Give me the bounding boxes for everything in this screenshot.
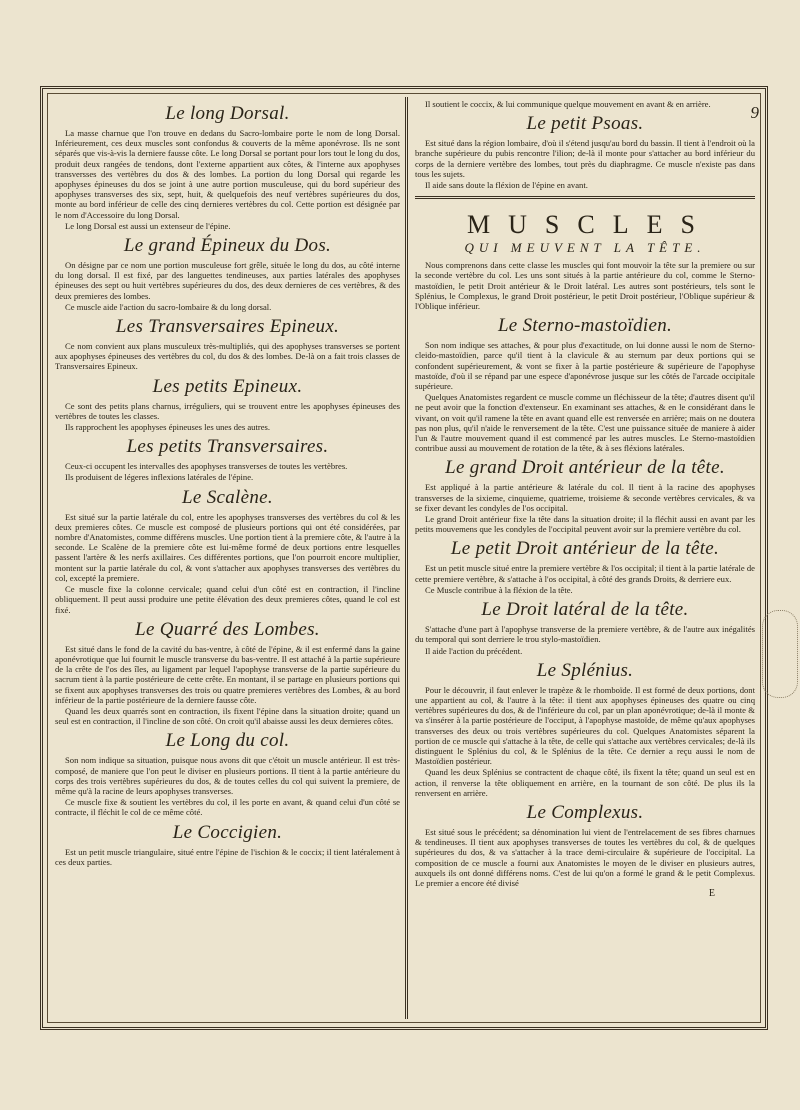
section-title-quarre-lombes: Le Quarré des Lombes.: [135, 618, 320, 640]
section-title-sterno-mastoidien: Le Sterno-mastoïdien.: [497, 315, 673, 337]
paragraph: Ce sont des petits plans charnus, irréguliers, qui se trouvent entre les apophyses épineuses des vertèbres de toutes les classes.: [55, 400, 400, 421]
section-title-complexus: Le Complexus.: [526, 801, 644, 823]
paragraph: Ce nom convient aux plans musculeux très-multipliés, qui des apophyses transverses se portent aux apophyses épineuses des vertèbres du col, du dos & des lombes. De-là on a fait trois classes de Transversaires Epineux.: [55, 341, 400, 372]
section-title-grand-droit-anterieur: Le grand Droit antérieur de la tête.: [445, 457, 725, 479]
section-title-long-dorsal: Le long Dorsal.: [165, 103, 290, 124]
paragraph: S'attache d'une part à l'apophyse transverse de la premiere vertèbre, & de l'autre aux inégalités du temporal qui sont derriere le trou stylo-mastoïdien.: [415, 624, 755, 645]
paragraph: Ce muscle fixe & soutient les vertèbres du col, il les porte en avant, & quand celui d'un côté se contracte, il fléchit le col de ce même côté.: [55, 797, 400, 818]
paragraph: Le long Dorsal est aussi un extenseur de l'épine.: [65, 220, 231, 231]
paragraph: On désigne par ce nom une portion musculeuse fort grêle, située le long du dos, au côté interne du long dorsal. Il est fixé, par des languettes tendineuses, aux parties latérales des apophyses épineuses des sept ou huit vertèbres supérieures du dos, des deux dernieres de ces vertèbres, & des deux premieres des lombes.: [55, 260, 400, 301]
paragraph: Il soutient le coccix, & lui communique quelque mouvement en avant & en arrière.: [425, 99, 711, 109]
library-stamp: [762, 610, 798, 698]
paragraph: Est situé dans le fond de la cavité du bas-ventre, à côté de l'épine, & il est enfermé dans la gaine aponévrotique que lui fournit le muscle transverse du bas-ventre. Il est attaché à la partie supérieure de la crête de l'os des îles, au ligament par lequel l'apophyse transverse de la partie supérieure du sacrum tient à la partie postérieure de cette crête. En montant, il se partage en plusieurs portions qui se fixent aux apophyses transverses des trois ou quatre premieres vertèbres des Lombes, & au bord inférieur de la partie postérieure de la derniere fausse côte.: [55, 643, 400, 705]
paragraph: Ce Muscle contribue à la fléxion de la tête.: [425, 584, 573, 595]
section-title-droit-lateral: Le Droit latéral de la tête.: [481, 599, 689, 621]
paragraph: Est situé dans la région lombaire, d'où il s'étend jusqu'au bord du bassin. Il tient à l'endroit où la branche supérieure du pubis rencontre l'ilion; de-là il monte pour s'attacher au bord inférieur du corps de la derniere vertèbre des lombes, tout près du diaphragme. Ce muscle n'existe pas dans tous les sujets.: [415, 138, 755, 179]
paragraph: Est un petit muscle situé entre la premiere vertèbre & l'os occipital; il tient à la partie latérale de cette premiere vertèbre, & s'attache à l'os occipital, à côté des grands Droits, & derriere eux.: [415, 563, 755, 584]
section-title-petits-epineux: Les petits Epineux.: [152, 375, 303, 397]
section-title-grand-epineux: Le grand Épineux du Dos.: [123, 235, 332, 257]
paragraph: La masse charnue que l'on trouve en dedans du Sacro-lombaire porte le nom de long Dorsal. Inférieurement, ces deux muscles sont confondus & couverts de la même aponévrose. Ils ne sont séparés que vis-à-vis la derniere fausse côte. Le long Dorsal se portant pour lors tout le long du dos, produit deux rangées de tendons, dont l'externe appartient aux côtes, & l'interne aux apophyses transversses des vertèbres du dos & des lombes. La portion du long Dorsal qui regarde les apophyses épineuses du dos se joint à une autre portion musculeuse, qui du bord supérieur des apophyses transverses des six, sept, huit, & quelquefois des neuf vertèbres supérieures du dos, monte au bord inférieur de celle des cinq dernieres vertèbres du col. Cette portion est désignée par le nom d'Accessoire du long Dorsal.: [55, 128, 400, 220]
paragraph: Est situé sur la partie latérale du col, entre les apophyses transverses des vertèbres du col & les deux premieres côtes. Ce muscle est composé de plusieurs portions qui ont été considérées, par nombre d'Anatomistes, comme différens muscles. Une portion tient à la premiere côte, & l'autre à la seconde. Le Scalène de la premiere côte est lui-même formé de deux portions entre lesquelles passent l'artère & les nerfs axillaires. Ces différentes portions, que l'on pourroit encore multiplier, montent sur la partie latérale du col, & vont s'attacher aux apophyses transverses des vertèbres du col, excepté la premiere.: [55, 511, 400, 583]
chapter-title: MUSCLES: [467, 210, 713, 240]
paragraph: Le grand Droit antérieur fixe la tête dans la situation droite; il la fléchit aussi en avant par les petits mouvemens que les condyles de l'occipital peuvent avoir sur la premiere vertèbre du col.: [415, 514, 755, 535]
signature-mark: E: [708, 888, 715, 900]
section-title-petit-droit-anterieur: Le petit Droit antérieur de la tête.: [450, 538, 720, 560]
section-title-long-du-col: Le Long du col.: [165, 730, 290, 752]
section-title-splenius: Le Splénius.: [536, 659, 634, 681]
paragraph: Nous comprenons dans cette classe les muscles qui font mouvoir la tête sur la premiere ou sur la seconde vertèbre du col. Les uns sont situés à la partie antérieure du col, comme le Sterno-mastoïdien, le petit Droit antérieur & le Droit latéral. Les autres sont postérieurs, tels sont le Splénius, le Complexus, le grand Droit postérieur, le petit Droit postérieur, l'Oblique supérieur & l'Oblique inférieur.: [415, 260, 755, 312]
section-title-petit-psoas: Le petit Psoas.: [526, 113, 644, 135]
page-number: 9: [750, 103, 759, 122]
column-divider: [405, 97, 408, 1019]
section-title-petits-transversaires: Les petits Transversaires.: [126, 436, 329, 458]
paragraph: Est situé sous le précédent; sa dénomination lui vient de l'entrelacement de ses fibres charnues & tendineuses. Il tient aux apophyses transverses de toutes les vertèbres du col, & de quelques supérieures du dos, & va s'attacher à la trace demi-circulaire & supérieure de l'occipital. La composition de ce muscle a fourni aux Anatomistes le moyen de le diviser en plusieurs autres, auxquels ils ont donné différens noms. C'est de lui qu'on a formé le grand & le petit Complexus. Le premier a encore été divisé: [415, 826, 755, 888]
section-title-scalene: Le Scalène.: [182, 486, 273, 508]
paragraph: Est un petit muscle triangulaire, situé entre l'épine de l'ischion & le coccix; il tient latéralement à ces deux parties.: [55, 846, 400, 867]
paragraph: Son nom indique sa situation, puisque nous avons dit que c'étoit un muscle antérieur. Il est très-composé, de maniere que l'on peut le diviser en plusieurs portions. Il tient à la partie antérieure du corps des trois vertèbres supérieures du dos, & de toutes celles du col qui suivent la premiere, de même qu'à la racine de leurs apophyses transverses.: [55, 755, 400, 796]
paragraph: Il aide l'action du précédent.: [425, 645, 523, 656]
paragraph: Est appliqué à la partie antérieure & latérale du col. Il tient à la racine des apophyses transverses de la sixieme, cinquieme, quatrieme, troisieme & seconde vertèbres cervicales, & va se fixer devant les condyles de l'os occipital.: [415, 482, 755, 513]
paragraph: Ils rapprochent les apophyses épineuses les unes des autres.: [65, 422, 270, 433]
paragraph: Son nom indique ses attaches, & pour plus d'exactitude, on lui donne aussi le nom de Sterno-cleido-mastoïdien, parce qu'il tient à la clavicule & au sternum par deux portions qui se confondent supérieurement, & vont se fixer à la partie postérieure & supérieure de l'apophyse mastoïde, d'où il se répand par une espece d'aponévrose jusque sur les côtés de l'arcade occipitale supérieure.: [415, 340, 755, 392]
right-column: [415, 99, 755, 1019]
paragraph: Ce muscle aide l'action du sacro-lombaire & du long dorsal.: [65, 301, 272, 312]
left-column: [55, 99, 400, 1019]
paragraph: Quand les deux quarrés sont en contraction, ils fixent l'épine dans la situation droite; quand un seul est en contraction, il l'incline de son côté. On croit qu'il abaisse aussi les deux dernieres côtes.: [55, 705, 400, 727]
paragraph: Ils produisent de légeres inflexions latérales de l'épine.: [65, 472, 254, 483]
paragraph: Pour le découvrir, il faut enlever le trapèze & le rhomboïde. Il est formé de deux portions, dont une appartient au col, & l'autre à la tête: il tient aux apophyses épineuses des quatre ou cinq vertèbres supérieures du dos, & de l'inférieure du col, par un plan aponévrotique; de-là il monte & va s'insérer à la partie postérieure de l'occiput, à l'apophyse mastoïde, de même qu'aux apophyses transverses des deux ou trois vertèbres supérieures du col. Quelques Anatomistes séparent la portion de ce muscle qui s'attache à la tête, de celle qui s'attache aux vertèbres cervicales; de-là ils distinguent le Splénius du col, & le Splénius de la tête. Ce dernier a reçu aussi le nom de Mastoïdien postérieur.: [415, 684, 755, 767]
section-title-coccigien: Le Coccigien.: [172, 821, 283, 843]
section-rule: [415, 196, 755, 202]
paragraph: Quelques Anatomistes regardent ce muscle comme un fléchisseur de la tête; d'autres disent qu'il ne peut avoir que la fonction d'extenseur. En examinant ses attaches, & en le considérant dans le vivant, on voit qu'il ramene la tête en avant quand elle est renversée en arrière; mais on ne doutera pas non plus, qu'il n'aide le renversement de la tête. C'est une puissance située de maniere à aider l'un & l'autre mouvement quand il est commencé par les autres muscles. Le Sterno-mastoïdien contribue aussi au mouvement de rotation de la tête, & à ses fléxions latérales.: [415, 392, 755, 454]
paragraph: Ce muscle fixe la colonne cervicale; quand celui d'un côté est en contraction, il l'incline obliquement. Il peut aussi produire une petite élévation des deux premieres côtes, quand le col est fixé.: [55, 584, 400, 615]
chapter-subtitle: QUI MEUVENT LA TÊTE.: [464, 240, 706, 256]
paragraph: Il aide sans doute la fléxion de l'épine en avant.: [425, 180, 588, 191]
section-title-transversaires-epineux: Les Transversaires Epineux.: [115, 316, 340, 338]
paragraph: Ceux-ci occupent les intervalles des apophyses transverses de toutes les vertèbres.: [65, 461, 348, 472]
page-frame: [40, 86, 768, 1030]
paragraph: Quand les deux Splénius se contractent de chaque côté, ils fixent la tête; quand un seul est en action, il renverse la tête obliquement en arrière, en la tournant de son côté. De plus ils la renversent en arrière.: [415, 767, 755, 798]
